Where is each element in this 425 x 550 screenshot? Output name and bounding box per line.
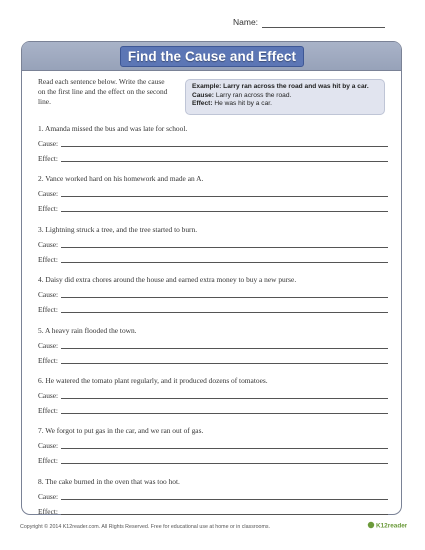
page-title: Find the Cause and Effect xyxy=(120,46,304,67)
question-text: 7. We forgot to put gas in the car, and we ran out of gas. xyxy=(38,426,204,436)
cause-label: Cause: xyxy=(38,491,59,501)
k12reader-logo xyxy=(367,519,407,531)
effect-row xyxy=(38,502,388,517)
effect-label: Effect: xyxy=(38,204,58,214)
effect-row xyxy=(38,351,388,366)
question-item xyxy=(38,477,388,517)
cause-row xyxy=(38,386,388,401)
question-item xyxy=(38,426,388,466)
logo-mark xyxy=(368,522,374,528)
cause-row xyxy=(38,134,388,149)
question-text: 5. A heavy rain flooded the town. xyxy=(38,325,137,335)
effect-answer-line[interactable] xyxy=(61,312,388,313)
cause-label: Cause: xyxy=(38,441,59,451)
effect-answer-line[interactable] xyxy=(61,363,388,364)
cause-row xyxy=(38,235,388,250)
question-item xyxy=(38,225,388,265)
cause-row xyxy=(38,184,388,199)
cause-label: Cause: xyxy=(38,189,59,199)
question-item xyxy=(38,326,388,366)
example-effect-row xyxy=(192,100,378,109)
cause-answer-line[interactable] xyxy=(61,499,388,500)
cause-row xyxy=(38,336,388,351)
cause-answer-line[interactable] xyxy=(61,448,388,449)
cause-row xyxy=(38,436,388,451)
effect-label: Effect: xyxy=(38,406,58,415)
effect-answer-line[interactable] xyxy=(61,262,388,263)
effect-label: Effect: xyxy=(38,154,58,163)
cause-answer-line[interactable] xyxy=(61,196,388,197)
cause-label: Cause: xyxy=(38,239,59,249)
cause-label: Cause: xyxy=(38,340,59,350)
name-line[interactable] xyxy=(262,27,385,28)
example-sentence-row xyxy=(192,83,378,92)
question-text: 8. The cake burned in the oven that was too hot. xyxy=(38,476,180,486)
example-box xyxy=(185,79,385,115)
cause-answer-line[interactable] xyxy=(61,398,388,399)
question-text: 6. He watered the tomato plant regularly, and it produced dozens of tomatoes. xyxy=(38,376,268,385)
copyright-footer: Copyright © 2014 K12reader.com. All Rights Reserved. Free for educational use at home or in classrooms. xyxy=(20,524,271,530)
instructions: Read each sentence below. Write the cause on the first line and the effect on the second line. xyxy=(38,77,168,107)
cause-row xyxy=(38,487,388,502)
effect-label: Effect: xyxy=(38,456,58,466)
effect-answer-line[interactable] xyxy=(61,514,388,515)
effect-answer-line[interactable] xyxy=(61,161,388,162)
question-text: 4. Daisy did extra chores around the house and earned extra money to buy a new purse. xyxy=(38,275,297,285)
cause-label: Cause: xyxy=(38,290,59,300)
effect-row xyxy=(38,300,388,315)
question-text: 1. Amanda missed the bus and was late for school. xyxy=(38,124,188,133)
cause-label: Cause: xyxy=(38,139,59,148)
effect-answer-line[interactable] xyxy=(61,413,388,414)
question-text: 3. Lightning struck a tree, and the tree started to burn. xyxy=(38,224,198,234)
effect-answer-line[interactable] xyxy=(61,211,388,212)
effect-row xyxy=(38,149,388,164)
example-cause-label: Cause: xyxy=(192,91,214,99)
example-cause-row xyxy=(192,92,378,101)
effect-row xyxy=(38,451,388,466)
effect-answer-line[interactable] xyxy=(61,463,388,464)
question-item xyxy=(38,174,388,214)
example-cause: Larry ran across the road. xyxy=(215,91,292,99)
effect-label: Effect: xyxy=(38,506,58,516)
effect-row xyxy=(38,199,388,214)
name-label: Name: xyxy=(233,17,259,27)
cause-label: Cause: xyxy=(38,391,59,400)
effect-row xyxy=(38,401,388,416)
cause-answer-line[interactable] xyxy=(61,297,388,298)
question-item xyxy=(38,376,388,416)
effect-label: Effect: xyxy=(38,305,58,315)
worksheet-frame xyxy=(21,41,402,515)
effect-label: Effect: xyxy=(38,254,58,264)
question-item xyxy=(38,124,388,164)
logo-text: K12reader xyxy=(376,522,407,530)
title-bar xyxy=(22,42,401,71)
question-text: 2. Vance worked hard on his homework and made an A. xyxy=(38,174,204,184)
question-item xyxy=(38,275,388,315)
example-sentence: Larry ran across the road and was hit by a car. xyxy=(223,83,369,90)
example-effect: He was hit by a car. xyxy=(214,100,272,108)
cause-answer-line[interactable] xyxy=(61,348,388,349)
cause-answer-line[interactable] xyxy=(61,146,388,147)
cause-row xyxy=(38,285,388,300)
example-effect-label: Effect: xyxy=(192,100,213,108)
effect-label: Effect: xyxy=(38,355,58,365)
cause-answer-line[interactable] xyxy=(61,247,388,248)
example-label: Example: xyxy=(192,83,222,90)
effect-row xyxy=(38,250,388,265)
